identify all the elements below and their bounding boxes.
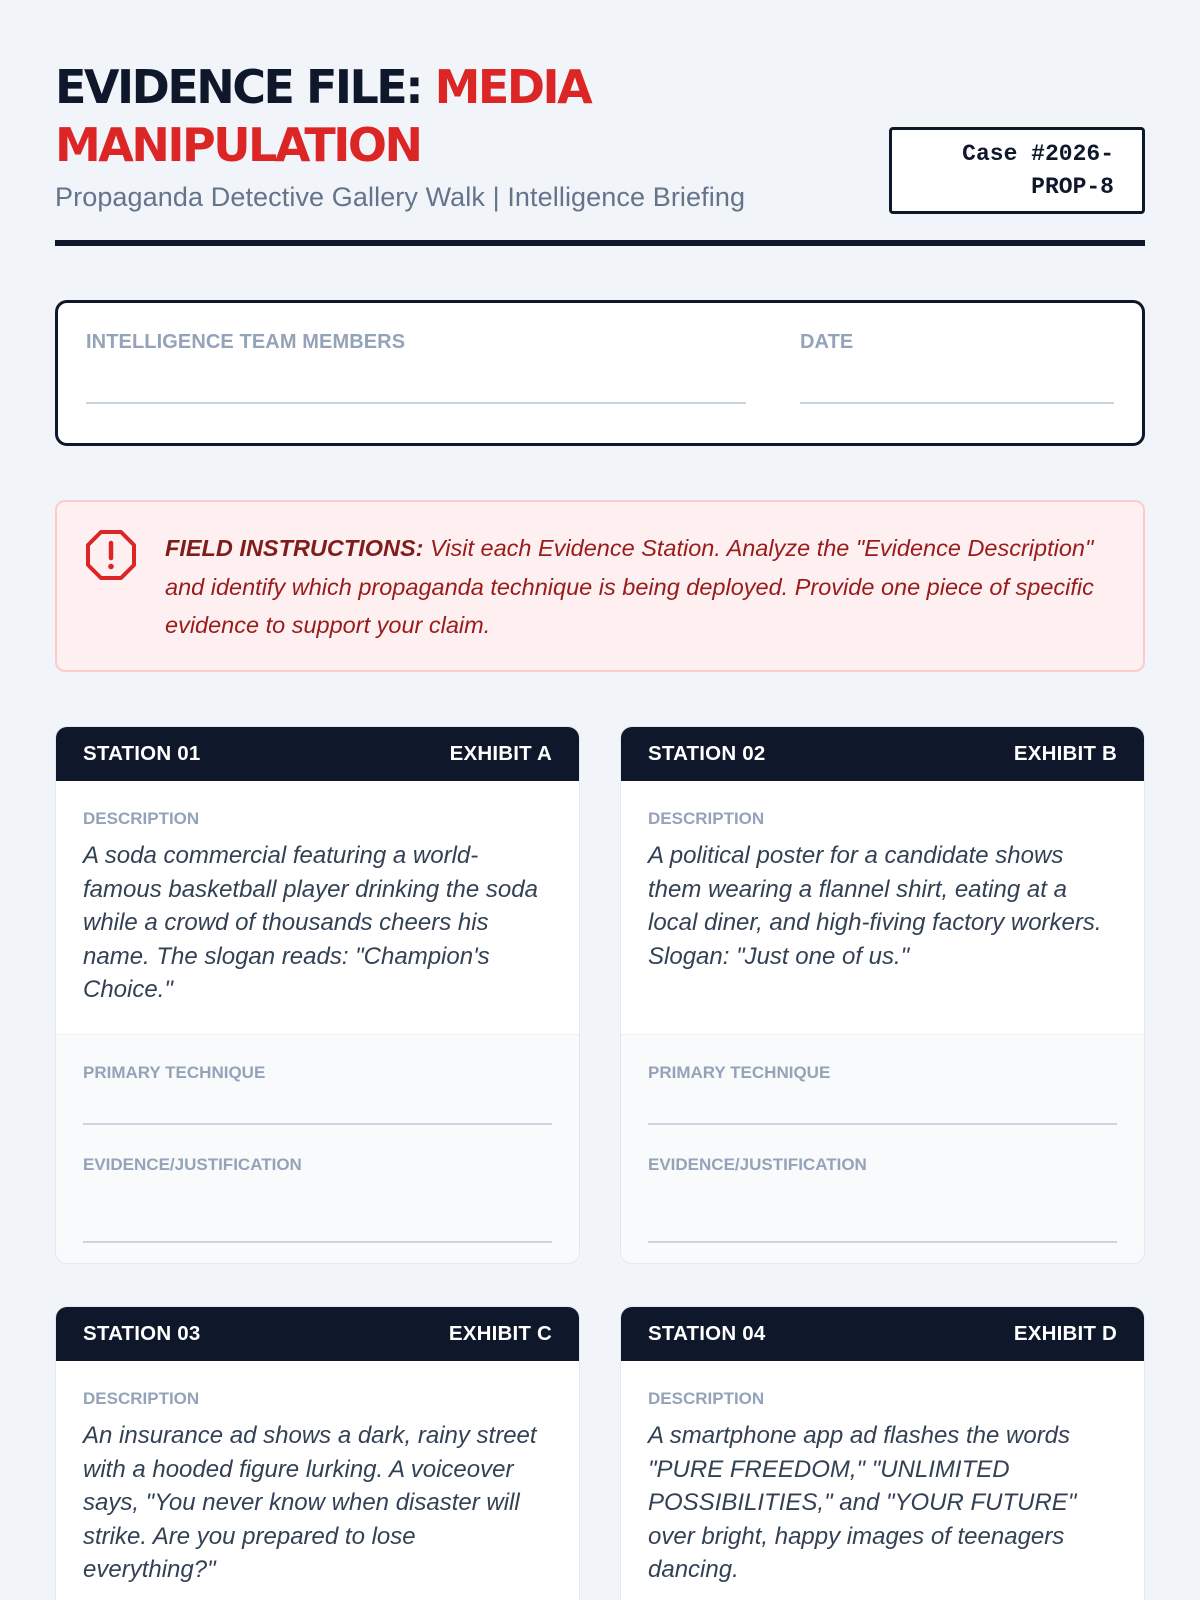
description-text: A smartphone app ad flashes the words "PURE FREEDOM," "UNLIMITED POSSIBILITIES," and "YOUR FUTURE" over bright, happy images of teenagers dancing. [648,1422,1077,1583]
station-card-03 [55,1306,580,1600]
case-number-line-1: Case #2026- [962,141,1114,167]
evidence-label: EVIDENCE/JUSTIFICATION [83,1155,302,1174]
station-description [621,781,1144,1034]
technique-label: PRIMARY TECHNIQUE [648,1063,831,1082]
evidence-line[interactable] [648,1241,1117,1243]
description-label: DESCRIPTION [648,1389,765,1408]
title-part-2: MEDIA [434,60,591,114]
station-description [56,1361,579,1600]
technique-line[interactable] [83,1123,552,1125]
case-number-box [889,127,1145,214]
title-part-1: EVIDENCE FILE: [55,60,422,114]
evidence-field[interactable] [648,1155,1117,1243]
station-card-04 [620,1306,1145,1600]
evidence-line[interactable] [83,1241,552,1243]
station-description [621,1361,1144,1600]
field-instructions-box [55,500,1145,672]
description-label: DESCRIPTION [83,809,200,828]
stations-grid [55,726,1145,1600]
date-field[interactable] [800,331,1114,443]
exhibit-label: EXHIBIT B [1013,742,1117,765]
station-number: STATION 01 [83,742,201,765]
technique-field[interactable] [83,1063,552,1125]
date-label: DATE [800,331,854,353]
exhibit-label: EXHIBIT A [449,742,552,765]
header [55,0,1145,246]
station-number: STATION 02 [648,742,766,765]
case-number-line-2: PROP-8 [1031,174,1114,200]
alert-octagon-icon [85,529,137,581]
description-label: DESCRIPTION [83,1389,200,1408]
station-header [621,727,1144,781]
station-header [56,1307,579,1361]
evidence-label: EVIDENCE/JUSTIFICATION [648,1155,867,1174]
team-members-label: INTELLIGENCE TEAM MEMBERS [86,331,406,353]
station-header [56,727,579,781]
station-number: STATION 04 [648,1322,766,1345]
description-label: DESCRIPTION [648,809,765,828]
instructions-body: Visit each Evidence Station. Analyze the "Evidence Description" and identify which propaganda technique is being deployed. Provide one piece of specific evidence to support your claim. [165,535,1094,638]
technique-line[interactable] [648,1123,1117,1125]
date-line[interactable] [800,402,1114,404]
title-part-3: MANIPULATION [55,118,421,172]
team-info-box [55,300,1145,446]
station-card-01 [55,726,580,1264]
instructions-text [165,529,1113,670]
instructions-lead: FIELD INSTRUCTIONS: [165,535,424,561]
technique-field[interactable] [648,1063,1117,1125]
evidence-field[interactable] [83,1155,552,1243]
technique-label: PRIMARY TECHNIQUE [83,1063,266,1082]
exhibit-label: EXHIBIT D [1013,1322,1117,1345]
description-text: A political poster for a candidate shows them wearing a flannel shirt, eating at a local diner, and high-fiving factory workers. Slogan: "Just one of us." [648,842,1102,970]
station-header [621,1307,1144,1361]
station-card-02 [620,726,1145,1264]
description-text: A soda commercial featuring a world-famous basketball player drinking the soda while a crowd of thousands cheers his name. The slogan reads: "Champion's Choice." [83,842,538,1003]
page-title [55,58,815,174]
station-answers [56,1034,579,1264]
team-members-field[interactable] [86,331,746,443]
exhibit-label: EXHIBIT C [448,1322,552,1345]
station-number: STATION 03 [83,1322,201,1345]
station-answers [621,1034,1144,1264]
description-text: An insurance ad shows a dark, rainy street with a hooded figure lurking. A voiceover says, "You never know when disaster will strike. Are you prepared to lose everything?" [83,1422,537,1583]
station-description [56,781,579,1034]
team-members-line[interactable] [86,402,746,404]
page-subtitle: Propaganda Detective Gallery Walk | Intelligence Briefing [55,182,746,212]
